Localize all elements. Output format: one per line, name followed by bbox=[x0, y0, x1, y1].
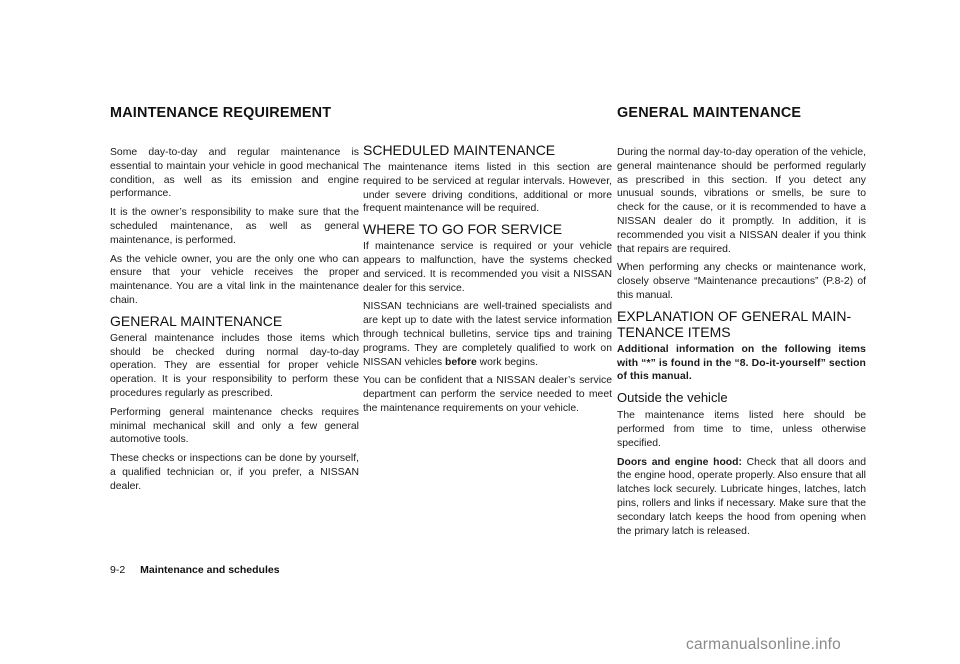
paragraph: When performing any checks or maintenance work, closely observe “Maintenance precautions” (P.8-2) of this manual. bbox=[617, 262, 866, 301]
right-column bbox=[617, 146, 866, 543]
section-heading-where-to-go: WHERE TO GO FOR SERVICE bbox=[363, 221, 563, 238]
footer-section-name: Maintenance and schedules bbox=[140, 564, 280, 576]
left-column bbox=[110, 146, 359, 499]
heading-line: TENANCE ITEMS bbox=[617, 323, 731, 340]
paragraph: During the normal day-to-day operation of the vehicle, general maintenance should be performed regularly as prescribed in this section. If you detect any unusual sounds, vibrations or smells, be sure to check for the cause, or it is recommended to have a NISSAN dealer do it promptly. In addition, it is recommended you visit a NISSAN dealer if you think that repairs are required. bbox=[617, 147, 866, 255]
paragraph-doors-and-hood bbox=[617, 456, 866, 539]
item-label: Doors and engine hood: bbox=[617, 456, 742, 468]
main-title-maintenance-requirement: MAINTENANCE REQUIREMENT bbox=[110, 105, 332, 121]
section-heading-general-maintenance: GENERAL MAINTENANCE bbox=[110, 312, 283, 329]
bold-note: Additional information on the following items with “*” is found in the “8. Do-it-yourself” section of this manual. bbox=[617, 343, 866, 383]
paragraph: As the vehicle owner, you are the only one who can ensure that your vehicle receives the proper maintenance. You are a vital link in the maintenance chain. bbox=[110, 253, 359, 306]
paragraph: If maintenance service is required or your vehicle appears to malfunction, have the systems checked and serviced. It is recommended you visit a NISSAN dealer for this service. bbox=[363, 241, 612, 294]
paragraph: Performing general maintenance checks requires minimal mechanical skill and only a few general automotive tools. bbox=[110, 406, 359, 446]
middle-column bbox=[363, 140, 612, 421]
subsection-heading-outside-vehicle: Outside the vehicle bbox=[617, 390, 728, 406]
page-footer bbox=[110, 564, 280, 576]
paragraph-text: NISSAN technicians are well-trained specialists and are kept up to date with the latest service information through technical bulletins, service tips and training programs. They are completely qualified to work on NISSAN vehicles bbox=[363, 301, 612, 368]
section-heading-explanation bbox=[617, 308, 866, 340]
paragraph: Some day-to-day and regular maintenance is essential to maintain your vehicle in good mechanical condition, as well as its emission and engine performance. bbox=[110, 147, 359, 200]
emphasis-before: before bbox=[445, 356, 477, 368]
heading-line: EXPLANATION OF GENERAL MAIN- bbox=[617, 307, 852, 324]
watermark: carmanualsonline.info bbox=[686, 636, 841, 653]
paragraph: The maintenance items listed here should be performed from time to time, unless otherwise specified. bbox=[617, 410, 866, 449]
section-heading-scheduled-maintenance: SCHEDULED MAINTENANCE bbox=[363, 142, 556, 158]
paragraph: You can be confident that a NISSAN dealer’s service department can perform the service needed to meet the maintenance requirements on your vehicle. bbox=[363, 375, 612, 414]
paragraph-text: work begins. bbox=[476, 356, 538, 368]
paragraph-technicians bbox=[363, 300, 612, 369]
paragraph: General maintenance includes those items which should be checked during normal day-to-day operation. They are essential for proper vehicle operation. It is your responsibility to perform these procedures regularly as prescribed. bbox=[110, 332, 359, 399]
paragraph: The maintenance items listed in this section are required to be serviced at regular intervals. However, under severe driving conditions, additional or more frequent maintenance will be required. bbox=[363, 162, 612, 215]
paragraph: These checks or inspections can be done by yourself, a qualified technician or, if you prefer, a NISSAN dealer. bbox=[110, 453, 359, 492]
paragraph: It is the owner’s responsibility to make sure that the scheduled maintenance, as well as general maintenance, is performed. bbox=[110, 207, 359, 246]
page-number: 9-2 bbox=[110, 564, 126, 576]
main-title-general-maintenance: GENERAL MAINTENANCE bbox=[617, 105, 802, 121]
item-text: Check that all doors and the engine hood, operate properly. Also ensure that all latches lock securely. Lubricate hinges, latches, latch pins, rollers and links if necessary. Make sure that the secondary latch keeps the hood from opening when the primary latch is released. bbox=[617, 456, 866, 537]
